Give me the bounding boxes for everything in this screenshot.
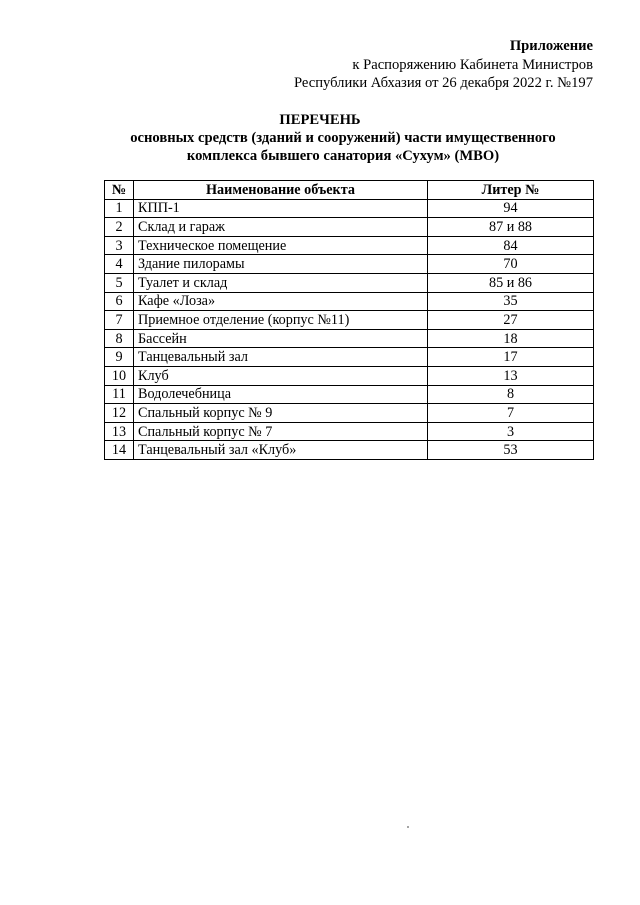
row-number: 7 (105, 311, 134, 330)
column-header-liter: Литер № (428, 181, 594, 200)
table-row (105, 348, 594, 367)
object-name: Клуб (134, 366, 428, 385)
object-name: Спальный корпус № 9 (134, 404, 428, 423)
row-number: 9 (105, 348, 134, 367)
object-name: Приемное отделение (корпус №11) (134, 311, 428, 330)
object-name: Танцевальный зал (134, 348, 428, 367)
liter-number: 17 (428, 348, 594, 367)
liter-number: 3 (428, 422, 594, 441)
liter-number: 87 и 88 (428, 218, 594, 237)
liter-number: 18 (428, 329, 594, 348)
document-title (0, 111, 640, 165)
table-row (105, 441, 594, 460)
column-header-name: Наименование объекта (134, 181, 428, 200)
liter-number: 84 (428, 236, 594, 255)
table-body (105, 199, 594, 459)
title-line-1: основных средств (зданий и сооружений) части имущественного (130, 130, 556, 146)
objects-table (104, 180, 594, 460)
row-number: 14 (105, 441, 134, 460)
row-number: 13 (105, 422, 134, 441)
appendix-header (294, 37, 593, 93)
table-row (105, 385, 594, 404)
table-row (105, 236, 594, 255)
object-name: Склад и гараж (134, 218, 428, 237)
appendix-reference-line-1: к Распоряжению Кабинета Министров (352, 56, 593, 73)
row-number: 4 (105, 255, 134, 274)
column-header-number: № (105, 181, 134, 200)
liter-number: 27 (428, 311, 594, 330)
liter-number: 8 (428, 385, 594, 404)
table-row (105, 404, 594, 423)
liter-number: 13 (428, 366, 594, 385)
object-name: Водолечебница (134, 385, 428, 404)
table-row (105, 218, 594, 237)
table-row (105, 292, 594, 311)
appendix-label: Приложение (509, 38, 593, 54)
object-name: Бассейн (134, 329, 428, 348)
table-row (105, 255, 594, 274)
liter-number: 94 (428, 199, 594, 218)
table-row (105, 273, 594, 292)
object-name: Здание пилорамы (134, 255, 428, 274)
scan-speck (407, 826, 409, 828)
object-name: Танцевальный зал «Клуб» (134, 441, 428, 460)
object-name: КПП-1 (134, 199, 428, 218)
object-name: Техническое помещение (134, 236, 428, 255)
object-name: Спальный корпус № 7 (134, 422, 428, 441)
row-number: 1 (105, 199, 134, 218)
row-number: 5 (105, 273, 134, 292)
table-header-row (105, 181, 594, 200)
liter-number: 53 (428, 441, 594, 460)
liter-number: 35 (428, 292, 594, 311)
object-name: Кафе «Лоза» (134, 292, 428, 311)
table-row (105, 366, 594, 385)
table-row (105, 329, 594, 348)
liter-number: 70 (428, 255, 594, 274)
row-number: 8 (105, 329, 134, 348)
title-heading: ПЕРЕЧЕНЬ (279, 112, 361, 128)
row-number: 2 (105, 218, 134, 237)
table-row (105, 422, 594, 441)
table-row (105, 311, 594, 330)
row-number: 3 (105, 236, 134, 255)
table-row (105, 199, 594, 218)
liter-number: 7 (428, 404, 594, 423)
object-name: Туалет и склад (134, 273, 428, 292)
title-line-2: комплекса бывшего санатория «Сухум» (МВО) (186, 148, 500, 164)
appendix-reference-line-2: Республики Абхазия от 26 декабря 2022 г. №197 (293, 75, 593, 91)
row-number: 12 (105, 404, 134, 423)
liter-number: 85 и 86 (428, 273, 594, 292)
row-number: 6 (105, 292, 134, 311)
row-number: 11 (105, 385, 134, 404)
row-number: 10 (105, 366, 134, 385)
